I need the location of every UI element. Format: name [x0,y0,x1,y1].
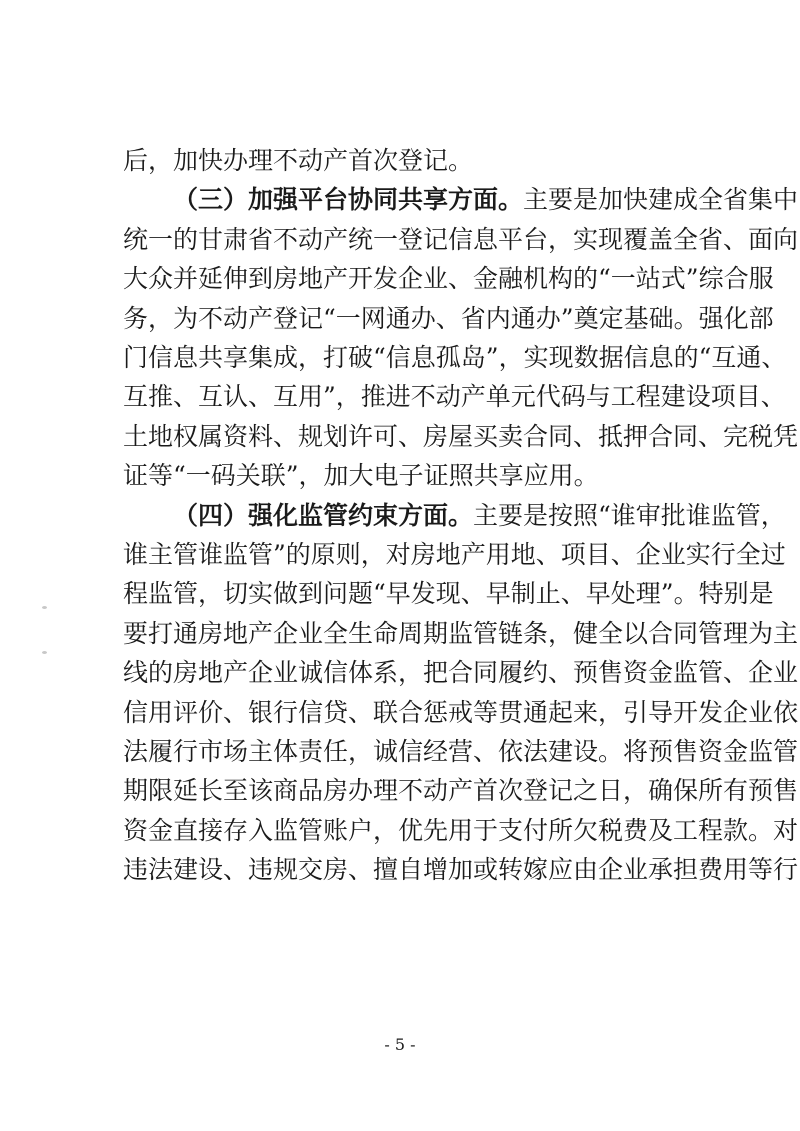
section-4-text: 主要是按照“谁审批谁监管， [473,501,786,530]
section-4-heading: （四）强化监管约束方面。 [173,501,474,530]
scan-speck [42,651,47,654]
text-line: 资金直接存入监管账户，优先用于支付所欠税费及工程款。对 [123,816,799,845]
scan-speck [42,606,47,609]
text-line: 大众并延伸到房地产开发企业、金融机构的“一站式”综合服 [123,264,774,293]
text-line: 互推、互认、互用”，推进不动产单元代码与工程建设项目、 [123,382,786,411]
text-line: 期限延长至该商品房办理不动产首次登记之日，确保所有预售 [123,776,799,805]
text-line: 统一的甘肃省不动产统一登记信息平台，实现覆盖全省、面向 [123,225,799,254]
text-line: 违法建设、违规交房、擅自增加或转嫁应由企业承担费用等行 [123,855,799,884]
section-3-heading: （三）加强平台协同共享方面。 [173,185,524,214]
text-line: 证等“一码关联”，加大电子证照共享应用。 [123,461,599,490]
section-3-first-line [173,184,799,216]
text-line: 程监管，切实做到问题“早发现、早制止、早处理”。特别是 [123,579,774,608]
text-line: 线的房地产企业诚信体系，把合同履约、预售资金监管、企业 [123,658,799,687]
text-line: 法履行市场主体责任，诚信经营、依法建设。将预售资金监管 [123,737,799,766]
text-line: 门信息共享集成，打破“信息孤岛”，实现数据信息的“互通、 [123,343,787,372]
text-line: 土地权属资料、规划许可、房屋买卖合同、抵押合同、完税凭 [123,422,799,451]
text-line: 务，为不动产登记“一网通办、省内通办”奠定基础。强化部 [123,304,774,333]
text-line: 谁主管谁监管”的原则，对房地产用地、项目、企业实行全过 [123,540,786,569]
text-line: 要打通房地产企业全生命周期监管链条，健全以合同管理为主 [123,619,799,648]
text-line: 后，加快办理不动产首次登记。 [123,146,474,175]
section-4-first-line [173,500,786,532]
page-number: - 5 - [384,1035,416,1054]
section-3-text: 主要是加快建成全省集中 [523,185,799,214]
text-line: 信用评价、银行信贷、联合惩戒等贯通起来，引导开发企业依 [123,698,799,727]
